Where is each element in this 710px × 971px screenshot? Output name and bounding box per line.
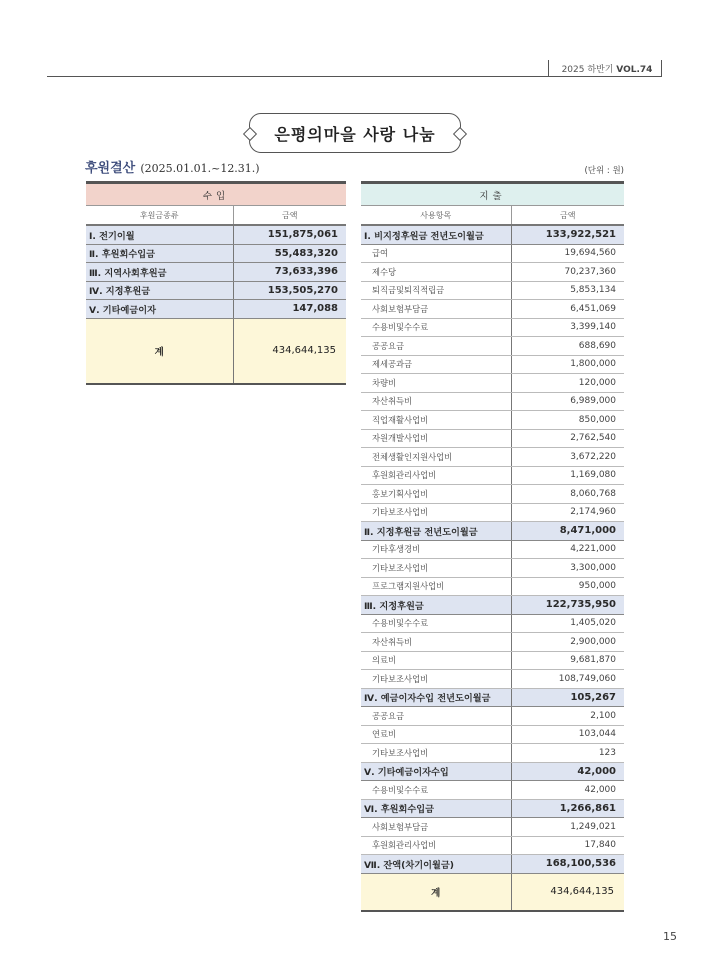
expense-row-amount: 8,471,000	[511, 522, 624, 541]
expense-row-amount: 9,681,870	[511, 651, 624, 670]
expense-category-row	[361, 225, 624, 244]
expense-item-row	[361, 448, 624, 467]
issue-prefix: 2025 하반기	[561, 65, 614, 75]
expense-row-label: Ⅱ. 지정후원금 전년도이월금	[361, 522, 511, 541]
expense-total-label: 계	[361, 873, 511, 911]
expense-row-amount: 3,399,140	[511, 318, 624, 337]
expense-row-label: 기타보조사업비	[361, 503, 511, 522]
expense-row-amount: 6,451,069	[511, 300, 624, 319]
issue-label	[553, 62, 661, 75]
expense-row-amount: 120,000	[511, 374, 624, 393]
unit-label: (단위 : 원)	[584, 166, 624, 176]
expense-item-row	[361, 429, 624, 448]
expense-item-row	[361, 263, 624, 282]
expense-row-amount: 105,267	[511, 688, 624, 707]
expense-row-label: 자원개발사업비	[361, 429, 511, 448]
expense-row-amount: 1,169,080	[511, 466, 624, 485]
income-row-amount: 55,483,320	[233, 244, 346, 263]
expense-row-amount: 122,735,950	[511, 596, 624, 615]
section-title: 후원결산	[85, 161, 136, 176]
income-category-row	[86, 263, 346, 282]
income-row-amount: 147,088	[233, 300, 346, 319]
income-category-row	[86, 281, 346, 300]
expense-item-row	[361, 818, 624, 837]
expense-item-row	[361, 411, 624, 430]
expense-item-row	[361, 318, 624, 337]
expense-total-amount: 434,644,135	[511, 873, 624, 911]
expense-row-label: 연료비	[361, 725, 511, 744]
expense-item-row	[361, 559, 624, 578]
income-col-type: 후원금종류	[86, 206, 233, 226]
expense-item-row	[361, 781, 624, 800]
expense-item-row	[361, 651, 624, 670]
expense-row-label: Ⅵ. 후원회수입금	[361, 799, 511, 818]
expense-row-label: 수용비및수수료	[361, 781, 511, 800]
expense-row-amount: 3,672,220	[511, 448, 624, 467]
expense-row-amount: 850,000	[511, 411, 624, 430]
expense-row-label: 제세공과금	[361, 355, 511, 374]
income-row-amount: 73,633,396	[233, 263, 346, 282]
expense-item-row	[361, 485, 624, 504]
section-heading	[85, 157, 260, 176]
expense-row-label: 기타보조사업비	[361, 744, 511, 763]
income-row-amount: 153,505,270	[233, 281, 346, 300]
expense-row-amount: 1,266,861	[511, 799, 624, 818]
expense-row-amount: 950,000	[511, 577, 624, 596]
expense-item-row	[361, 281, 624, 300]
income-category-row	[86, 244, 346, 263]
expense-item-row	[361, 836, 624, 855]
expense-item-row	[361, 725, 624, 744]
expense-row-label: Ⅲ. 지정후원금	[361, 596, 511, 615]
expense-row-label: 수용비및수수료	[361, 614, 511, 633]
expense-item-row	[361, 577, 624, 596]
expense-item-row	[361, 744, 624, 763]
expense-category-row	[361, 688, 624, 707]
income-header-row	[86, 206, 346, 226]
expense-row-label: 공공요금	[361, 337, 511, 356]
expense-row-amount: 1,405,020	[511, 614, 624, 633]
expense-item-row	[361, 503, 624, 522]
expense-row-amount: 42,000	[511, 781, 624, 800]
issue-volume: VOL.74	[616, 65, 653, 75]
expense-row-label: 퇴직금및퇴직적립금	[361, 281, 511, 300]
expense-category-row	[361, 522, 624, 541]
expense-row-label: 사회보험부담금	[361, 818, 511, 837]
expense-item-row	[361, 355, 624, 374]
expense-row-amount: 42,000	[511, 762, 624, 781]
expense-item-row	[361, 337, 624, 356]
expense-row-amount: 8,060,768	[511, 485, 624, 504]
expense-item-row	[361, 633, 624, 652]
expense-row-label: 기타보조사업비	[361, 559, 511, 578]
income-band: 수입	[86, 184, 346, 206]
expense-item-row	[361, 392, 624, 411]
expense-row-amount: 2,762,540	[511, 429, 624, 448]
expense-row-label: Ⅴ. 기타예금이자수입	[361, 762, 511, 781]
header-divider-left	[548, 60, 549, 76]
expense-row-amount: 133,922,521	[511, 225, 624, 244]
expense-category-row	[361, 762, 624, 781]
expense-col-item: 사용항목	[361, 206, 511, 226]
expense-row-label: 후원회관리사업비	[361, 466, 511, 485]
expense-header-row	[361, 206, 624, 226]
income-col-amount: 금액	[233, 206, 346, 226]
header-rule	[47, 76, 662, 77]
expense-row-label: 수용비및수수료	[361, 318, 511, 337]
income-total-label: 계	[86, 318, 233, 384]
income-category-row	[86, 225, 346, 244]
expense-item-row	[361, 707, 624, 726]
expense-row-label: 프로그램지원사업비	[361, 577, 511, 596]
income-total-amount: 434,644,135	[233, 318, 346, 384]
expense-row-label: 급여	[361, 244, 511, 263]
expense-row-amount: 3,300,000	[511, 559, 624, 578]
income-category-row	[86, 300, 346, 319]
expense-row-label: Ⅰ. 비지정후원금 전년도이월금	[361, 225, 511, 244]
income-row-amount: 151,875,061	[233, 225, 346, 244]
income-row-label: Ⅳ. 지정후원금	[86, 281, 233, 300]
banner-title: 은평의마을 사랑 나눔	[274, 124, 436, 144]
expense-row-amount: 6,989,000	[511, 392, 624, 411]
expense-row-amount: 108,749,060	[511, 670, 624, 689]
income-row-label: Ⅲ. 지역사회후원금	[86, 263, 233, 282]
expense-row-amount: 168,100,536	[511, 855, 624, 874]
expense-item-row	[361, 614, 624, 633]
expense-row-amount: 2,900,000	[511, 633, 624, 652]
expense-table	[361, 181, 624, 912]
expense-row-amount: 1,800,000	[511, 355, 624, 374]
income-row-label: Ⅴ. 기타예금이자	[86, 300, 233, 319]
expense-row-label: Ⅳ. 예금이자수입 전년도이월금	[361, 688, 511, 707]
expense-row-amount: 19,694,560	[511, 244, 624, 263]
income-table	[86, 181, 346, 385]
expense-row-label: 자산취득비	[361, 633, 511, 652]
expense-row-label: 제수당	[361, 263, 511, 282]
expense-row-amount: 123	[511, 744, 624, 763]
income-total-row	[86, 318, 346, 384]
expense-row-amount: 5,853,134	[511, 281, 624, 300]
expense-row-amount: 688,690	[511, 337, 624, 356]
expense-row-amount: 17,840	[511, 836, 624, 855]
section-period: (2025.01.01.~12.31.)	[140, 162, 260, 175]
expense-item-row	[361, 670, 624, 689]
expense-row-label: 의료비	[361, 651, 511, 670]
expense-row-label: 직업재활사업비	[361, 411, 511, 430]
expense-row-amount: 103,044	[511, 725, 624, 744]
expense-col-amount: 금액	[511, 206, 624, 226]
page-number: 15	[663, 930, 677, 943]
expense-item-row	[361, 300, 624, 319]
expense-item-row	[361, 244, 624, 263]
expense-item-row	[361, 466, 624, 485]
expense-item-row	[361, 374, 624, 393]
expense-row-amount: 70,237,360	[511, 263, 624, 282]
expense-row-label: Ⅶ. 잔액(차기이월금)	[361, 855, 511, 874]
expense-row-label: 전체생활인지원사업비	[361, 448, 511, 467]
expense-category-row	[361, 799, 624, 818]
expense-row-label: 홍보기획사업비	[361, 485, 511, 504]
expense-row-label: 차량비	[361, 374, 511, 393]
expense-row-label: 자산취득비	[361, 392, 511, 411]
expense-row-label: 후원회관리사업비	[361, 836, 511, 855]
expense-row-label: 사회보험부담금	[361, 300, 511, 319]
expense-row-label: 공공요금	[361, 707, 511, 726]
header-divider-right	[661, 60, 662, 76]
expense-total-row	[361, 873, 624, 911]
expense-category-row	[361, 855, 624, 874]
expense-item-row	[361, 540, 624, 559]
expense-row-amount: 1,249,021	[511, 818, 624, 837]
expense-row-amount: 2,100	[511, 707, 624, 726]
income-row-label: Ⅰ. 전기이월	[86, 225, 233, 244]
expense-row-label: 기타보조사업비	[361, 670, 511, 689]
expense-row-label: 기타후생경비	[361, 540, 511, 559]
expense-row-amount: 4,221,000	[511, 540, 624, 559]
expense-band: 지출	[361, 184, 624, 206]
section-banner	[249, 113, 461, 153]
income-row-label: Ⅱ. 후원회수입금	[86, 244, 233, 263]
expense-category-row	[361, 596, 624, 615]
expense-row-amount: 2,174,960	[511, 503, 624, 522]
